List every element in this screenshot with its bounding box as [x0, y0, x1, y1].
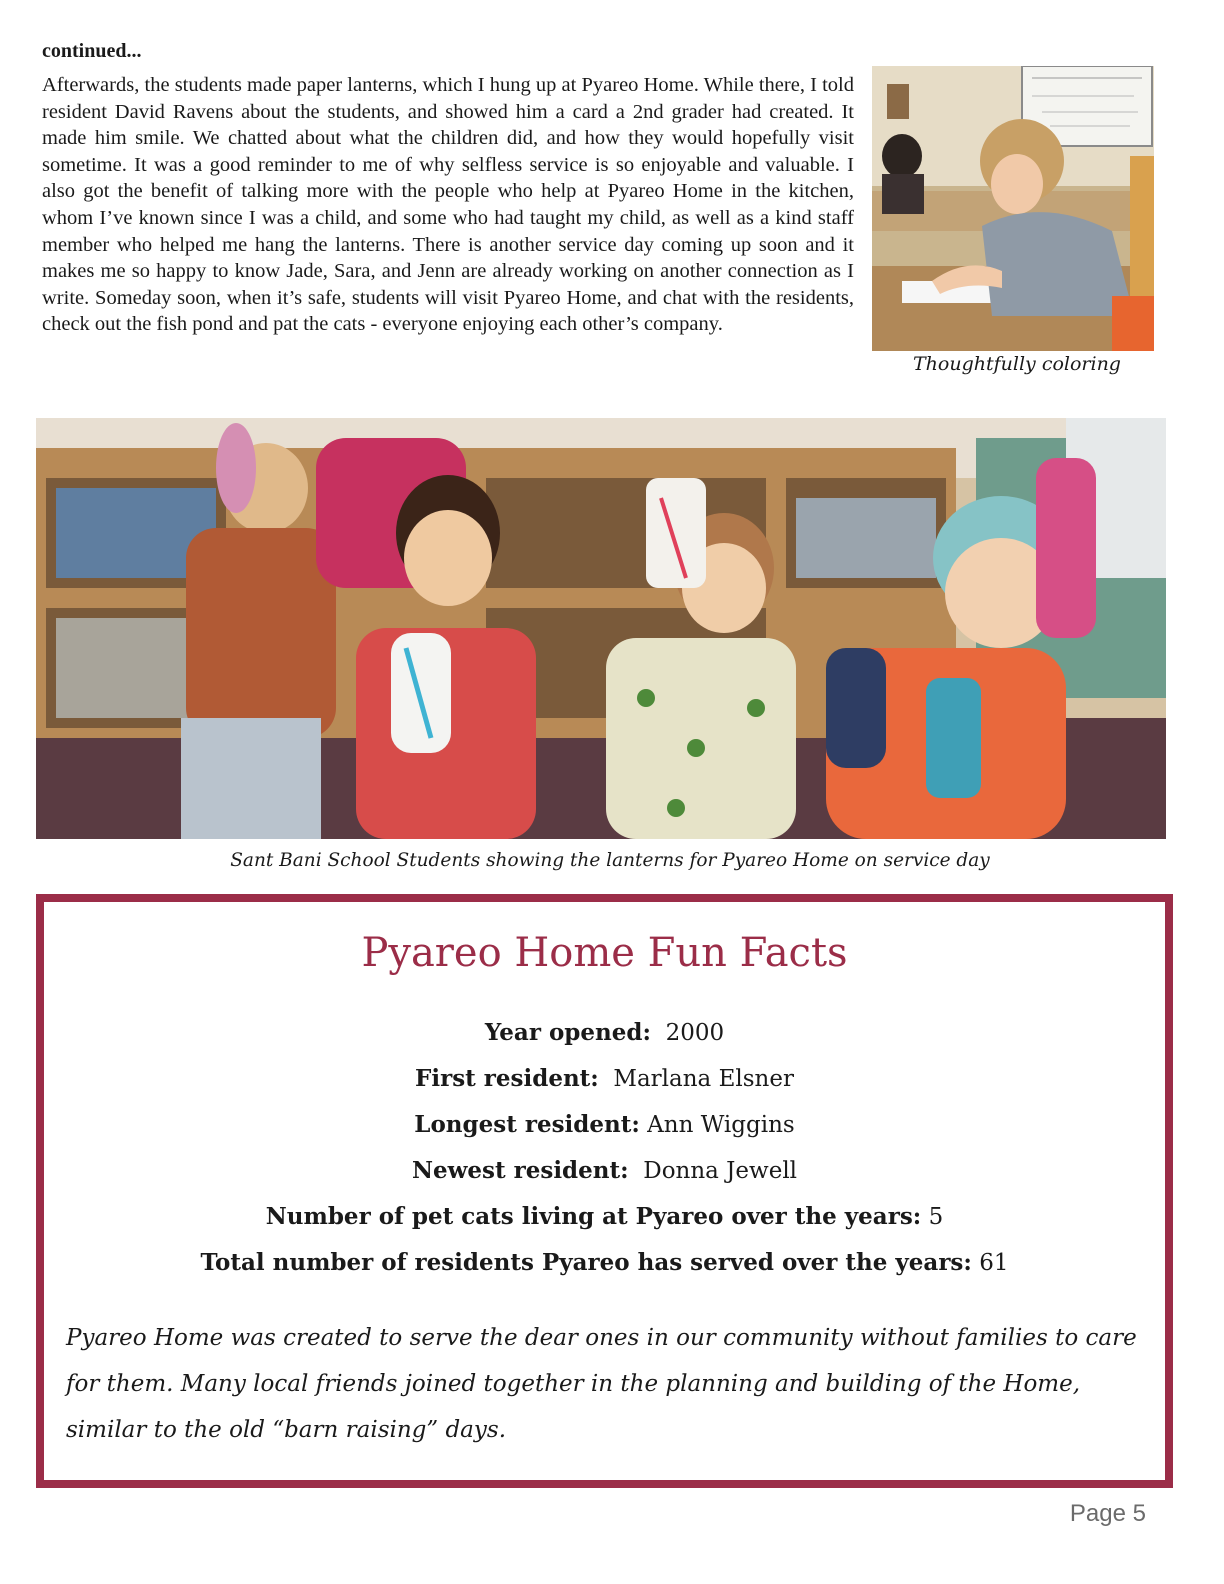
fact-total-residents	[44, 1249, 1165, 1276]
fact-value: 5	[928, 1204, 944, 1230]
photo-coloring	[872, 66, 1154, 351]
photo-lanterns	[36, 418, 1166, 839]
fact-value: Marlana Elsner	[613, 1066, 794, 1092]
photo-coloring-caption: Thoughtfully coloring	[913, 353, 1121, 375]
fact-newest-resident	[44, 1157, 1165, 1184]
photo-lanterns-caption: Sant Bani School Students showing the lanterns for Pyareo Home on service day	[230, 850, 990, 871]
article-body: Afterwards, the students made paper lanterns, which I hung up at Pyareo Home. While there, I told resident David Ravens about the students, and showed him a card a 2nd grader had created. It made him smile. We chatted about what the children did, and how they would hopefully visit sometime. It was a good reminder to me of why selfless service is so enjoyable and valuable. I also got the benefit of talking more with the people who help at Pyareo Home in the kitchen, whom I’ve known since I was a child, and some who had taught my child, as well as a kind staff member who helped me hang the lanterns. There is another service day coming up soon and it makes me so happy to know Jade, Sara, and Jenn are already working on another connection as I write. Someday soon, when it’s safe, students will visit Pyareo Home, and chat with the residents, check out the fish pond and pat the cats - everyone enjoying each other’s company.	[42, 74, 854, 336]
fact-longest-resident	[44, 1111, 1165, 1138]
fact-pet-cats	[44, 1203, 1165, 1230]
page-number: Page 5	[1069, 1500, 1146, 1527]
fact-value: Ann Wiggins	[647, 1112, 795, 1138]
fact-label: Number of pet cats living at Pyareo over the years:	[265, 1203, 922, 1230]
continued-label: continued...	[42, 40, 142, 62]
fun-facts-paragraph: Pyareo Home was created to serve the dear ones in our community without families to care for them. Many local friends joined together in the planning and building of the Home, similar to the old “barn raising” days.	[66, 1325, 1137, 1443]
fact-label: First resident:	[415, 1065, 599, 1092]
fun-facts-box	[36, 894, 1173, 1488]
fact-first-resident	[44, 1065, 1165, 1092]
fact-label: Longest resident:	[414, 1111, 640, 1138]
fact-label: Total number of residents Pyareo has served over the years:	[200, 1249, 972, 1276]
fact-value: 61	[979, 1250, 1009, 1276]
photo-coloring-image	[872, 66, 1154, 351]
photo-lanterns-image	[36, 418, 1166, 839]
fact-year-opened	[44, 1019, 1165, 1046]
fact-value: 2000	[665, 1020, 725, 1046]
fun-facts-title: Pyareo Home Fun Facts	[361, 930, 848, 976]
fact-value: Donna Jewell	[643, 1158, 798, 1184]
fact-label: Newest resident:	[411, 1157, 629, 1184]
fact-label: Year opened:	[484, 1019, 651, 1046]
